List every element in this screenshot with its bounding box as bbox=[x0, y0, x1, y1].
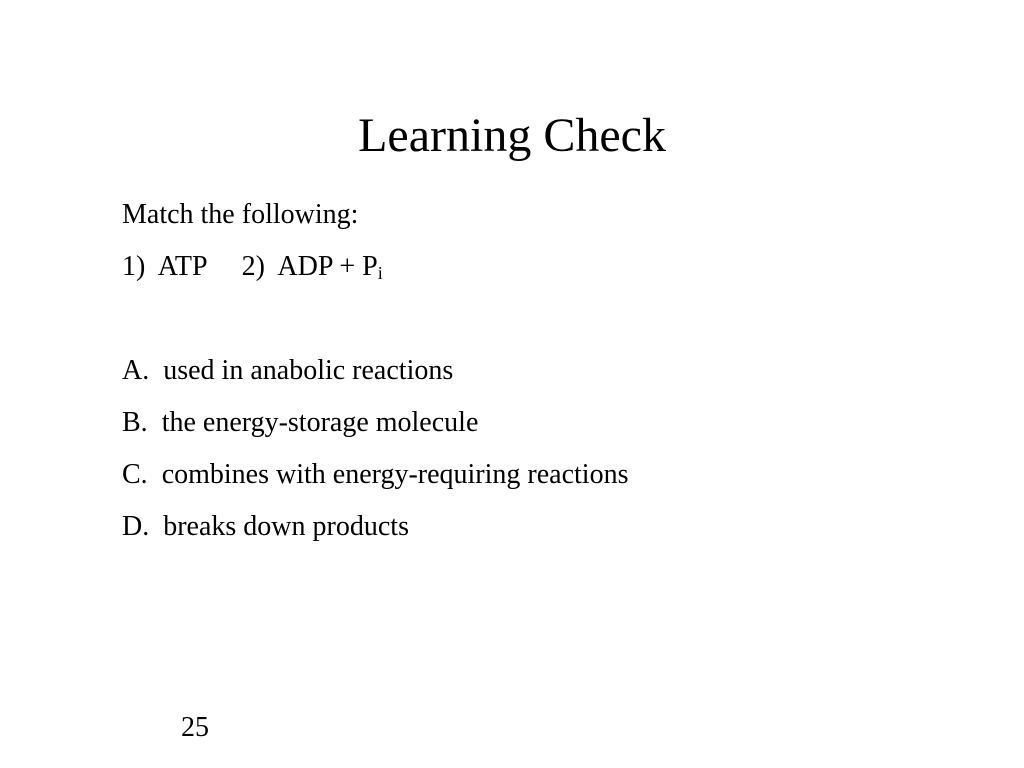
page-number: 25 bbox=[181, 712, 209, 743]
statement-d bbox=[122, 506, 922, 558]
choice-adp-pi bbox=[242, 246, 383, 288]
statement-text: the energy-storage molecule bbox=[161, 407, 479, 438]
statement-letter: B. bbox=[122, 407, 148, 438]
statement-letter: A. bbox=[122, 355, 150, 386]
statement-letter: C. bbox=[122, 459, 148, 490]
slide-body bbox=[122, 194, 922, 558]
choice-label: ATP bbox=[157, 251, 208, 282]
statement-text: combines with energy-requiring reactions bbox=[161, 459, 629, 490]
slide-title: Learning Check bbox=[358, 109, 666, 162]
choice-atp bbox=[122, 246, 208, 288]
choice-subscript: i bbox=[377, 263, 383, 283]
instruction-text: Match the following: bbox=[122, 199, 359, 230]
statement-letter: D. bbox=[122, 511, 150, 542]
statement-text: breaks down products bbox=[163, 511, 409, 542]
choice-label: ADP + P bbox=[277, 251, 378, 282]
statement-c bbox=[122, 454, 922, 506]
choices-line bbox=[122, 246, 922, 298]
choice-number: 1) bbox=[122, 251, 146, 282]
statement-a bbox=[122, 350, 922, 402]
choice-number: 2) bbox=[241, 251, 265, 282]
statement-b bbox=[122, 402, 922, 454]
statement-text: used in anabolic reactions bbox=[163, 355, 454, 386]
